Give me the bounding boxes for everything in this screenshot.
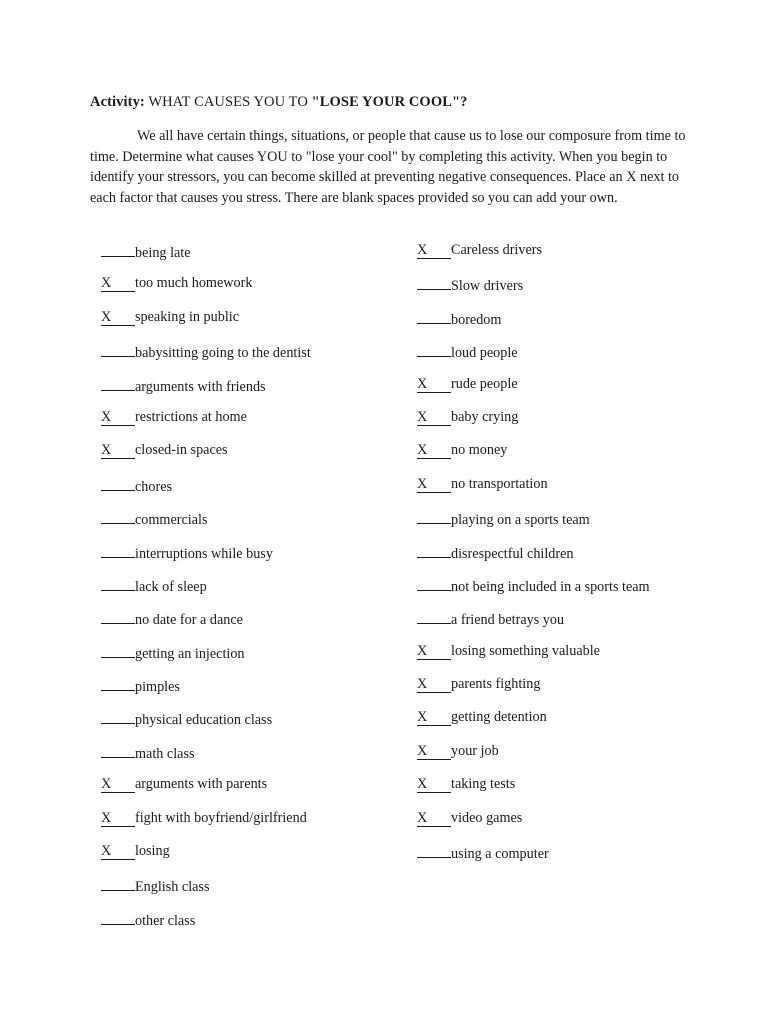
checklist-item [417,841,650,874]
checklist-item [417,240,650,273]
item-label: loud people [451,345,518,362]
item-label: parents fighting [451,676,541,693]
checklist-item [417,340,650,373]
item-label: getting detention [451,709,547,726]
left-checklist [101,240,311,941]
item-label: losing [135,843,170,860]
check-blank[interactable]: X [101,409,135,426]
item-label: video games [451,809,523,826]
check-blank[interactable] [417,307,451,324]
checklist-item [417,707,650,740]
item-label: physical education class [135,712,273,729]
right-checklist [417,240,650,874]
check-blank[interactable]: X [101,776,135,793]
check-blank[interactable]: X [101,810,135,827]
check-blank[interactable] [417,574,451,591]
checklist-item [101,808,311,841]
title-middle: WHAT CAUSES YOU TO [144,94,312,110]
check-blank[interactable] [417,607,451,624]
check-blank[interactable]: X [417,709,451,726]
item-label: lack of sleep [135,578,207,595]
item-label: getting an injection [135,645,245,662]
checklist-item [417,574,650,607]
item-label: commercials [135,512,208,529]
item-label: restrictions at home [135,408,247,425]
check-blank[interactable] [101,641,135,658]
item-label: not being included in a sports team [451,578,650,595]
check-blank[interactable] [417,541,451,558]
checklist-item [417,474,650,507]
checklist-item [417,407,650,440]
checklist-item [101,440,311,473]
checklist-item [101,507,311,540]
item-label: math class [135,745,195,762]
checklist-item [417,674,650,707]
checklist-item [417,541,650,574]
check-blank[interactable]: X [417,810,451,827]
item-label: Careless drivers [451,242,543,258]
check-blank[interactable] [101,574,135,591]
item-label: taking tests [451,776,516,793]
check-blank[interactable] [101,741,135,758]
check-blank[interactable] [101,541,135,558]
checklist-item [417,808,650,841]
check-blank[interactable] [101,607,135,624]
item-label: Slow drivers [451,278,524,295]
item-label: disrespectful children [451,545,574,562]
item-label: playing on a sports team [451,512,590,529]
check-blank[interactable]: X [417,476,451,493]
checklist-item [417,307,650,340]
item-label: using a computer [451,846,549,863]
checklist-item [101,574,311,607]
item-label: speaking in public [135,308,240,325]
item-label: rude people [451,375,518,392]
check-blank[interactable] [101,374,135,391]
checklist-item [101,273,311,306]
check-blank[interactable]: X [417,442,451,459]
check-blank[interactable] [101,507,135,524]
item-label: no transportation [451,475,548,492]
checklist-item [101,841,311,874]
checklist-item [101,541,311,574]
checklist-item [417,374,650,407]
check-blank[interactable]: X [417,643,451,660]
item-label: other class [135,912,196,929]
check-blank[interactable]: X [101,309,135,326]
checklist-item [101,340,311,373]
check-blank[interactable]: X [101,442,135,459]
check-blank[interactable] [101,240,135,257]
item-label: your job [451,742,499,759]
activity-title [90,94,467,111]
check-blank[interactable]: X [417,409,451,426]
check-blank[interactable]: X [417,676,451,693]
item-label: pimples [135,679,180,696]
checklist-item [417,641,650,674]
checklist-item [101,607,311,640]
item-label: a friend betrays you [451,612,565,629]
item-label: too much homework [135,275,253,292]
item-label: boredom [451,311,502,328]
checklist-item [101,908,311,941]
checklist-item [101,307,311,340]
check-blank[interactable] [101,908,135,925]
check-blank[interactable] [101,340,135,357]
title-emphasis: "LOSE YOUR COOL" [311,94,461,110]
checklist-item [101,374,311,407]
checklist-item [101,707,311,740]
check-blank[interactable] [101,674,135,691]
check-blank[interactable]: X [417,242,451,259]
check-blank[interactable] [417,340,451,357]
checklist-item [417,507,650,540]
check-blank[interactable]: X [417,743,451,760]
checklist-item [101,407,311,440]
intro-paragraph: We all have certain things, situations, or people that cause us to lose our composure from time to time. Determine what causes YOU to "lose your cool" by completing this activity. When you begin to identify your stressors, you can become skilled at preventing negative consequences. Place an X next to each factor that causes you stress. There are blank spaces provided so you can add your own. [90,128,686,206]
checklist-item [417,741,650,774]
checklist-item [101,240,311,273]
check-blank[interactable]: X [101,843,135,860]
item-label: arguments with friends [135,378,266,395]
check-blank[interactable] [101,707,135,724]
check-blank[interactable]: X [417,776,451,793]
checklist-item [417,607,650,640]
title-suffix: ? [460,94,468,110]
check-blank[interactable]: X [417,376,451,393]
check-blank[interactable] [417,507,451,524]
item-label: closed-in spaces [135,442,228,459]
item-label: babysitting going to the dentist [135,345,311,362]
item-label: no date for a dance [135,612,243,629]
item-label: interruptions while busy [135,545,273,562]
check-blank[interactable] [417,841,451,858]
check-blank[interactable] [417,273,451,290]
item-label: no money [451,442,508,459]
checklist-item [101,774,311,807]
checklist-item [101,741,311,774]
checklist-item [101,641,311,674]
item-label: English class [135,879,210,896]
item-label: being late [135,245,191,261]
item-label: chores [135,478,173,495]
item-label: arguments with parents [135,776,268,793]
checklist-item [417,774,650,807]
checklist-item [417,440,650,473]
check-blank[interactable]: X [101,275,135,292]
item-label: fight with boyfriend/girlfriend [135,809,307,826]
item-label: baby crying [451,408,519,425]
checklist-item [101,874,311,907]
item-label: losing something valuable [451,642,600,659]
checklist-item [417,273,650,306]
check-blank[interactable] [101,474,135,491]
check-blank[interactable] [101,874,135,891]
title-prefix: Activity: [90,94,145,110]
checklist-item [101,474,311,507]
checklist-item [101,674,311,707]
